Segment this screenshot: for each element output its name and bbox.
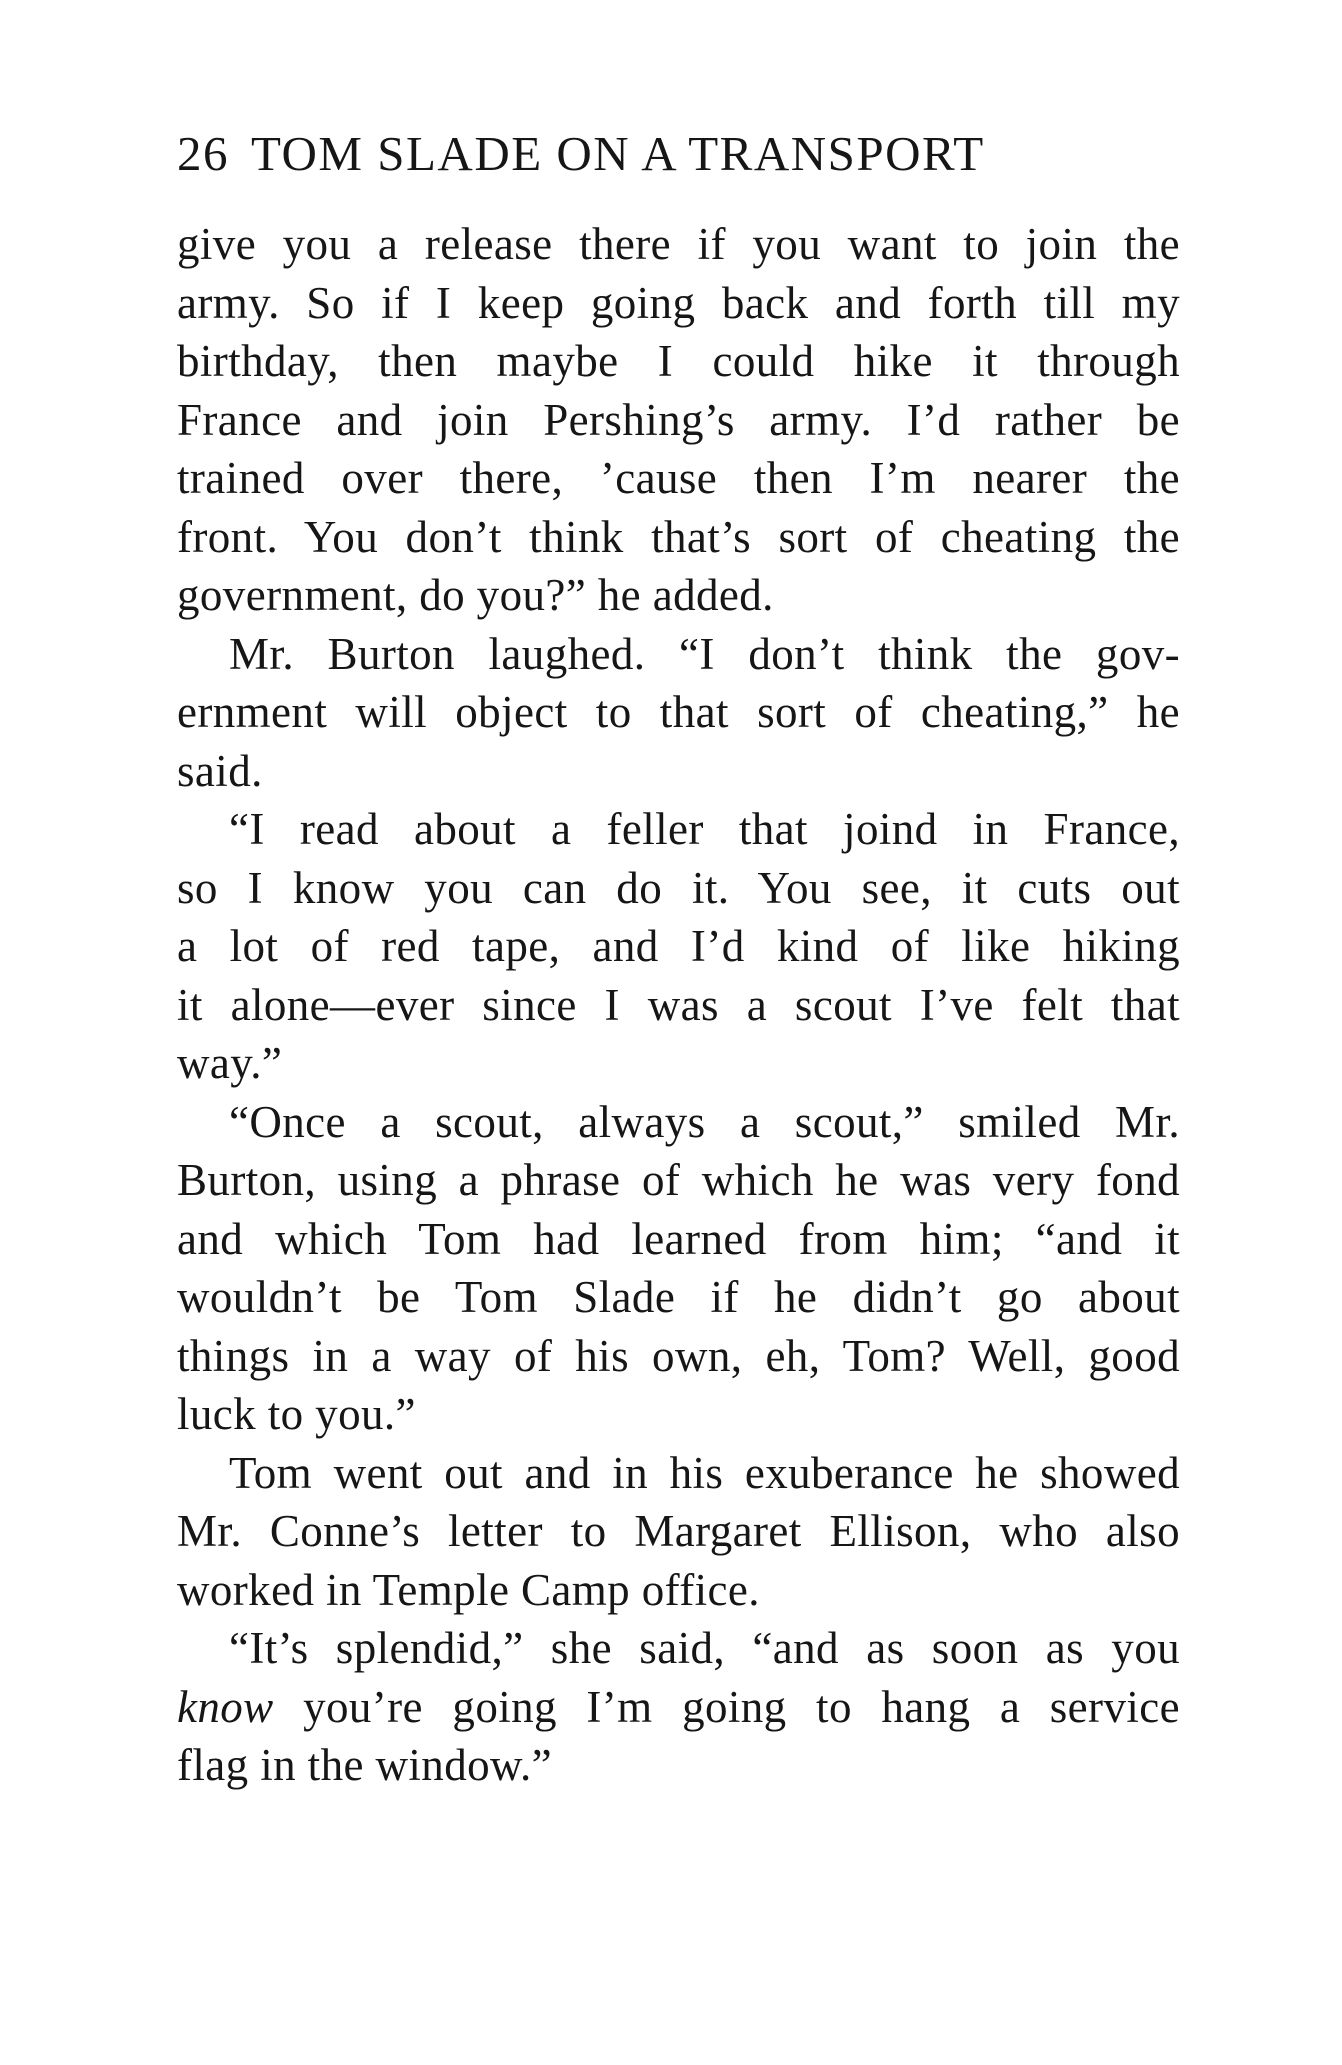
text-line: so I know you can do it. You see, it cuts out <box>177 862 1180 913</box>
text-line: flag in the window.” <box>177 1740 552 1790</box>
text-line: “I read about a feller that joind in France, <box>229 804 1180 854</box>
text-line: Burton, using a phrase of which he was very fond <box>177 1155 1180 1205</box>
text-line: a lot of red tape, and I’d kind of like hiking <box>177 921 1180 971</box>
text-line: trained over there, ’cause then I’m nearer the <box>177 453 1180 503</box>
running-head <box>177 124 1177 184</box>
text-line: luck to you.” <box>177 1389 416 1439</box>
text-line: army. So if I keep going back and forth till my <box>177 277 1180 328</box>
text-line: wouldn’t be Tom Slade if he didn’t go about <box>177 1272 1180 1322</box>
running-title: TOM SLADE ON A TRANSPORT <box>251 126 985 181</box>
text-line: and which Tom had learned from him; “and it <box>177 1213 1180 1264</box>
text-line: worked in Temple Camp office. <box>177 1564 760 1615</box>
text-line: Mr. Burton laughed. “I don’t think the gov- <box>229 628 1180 679</box>
page-number: 26 <box>177 126 229 181</box>
text-line: “Once a scout, always a scout,” smiled Mr. <box>229 1096 1180 1147</box>
text-line: said. <box>177 745 263 796</box>
text-line: birthday, then maybe I could hike it through <box>177 336 1180 386</box>
text-line: Tom went out and in his exuberance he showed <box>229 1447 1180 1498</box>
text-line <box>177 1678 1180 1737</box>
text-line: Mr. Conne’s letter to Margaret Ellison, who also <box>177 1506 1180 1556</box>
text-line: “It’s splendid,” she said, “and as soon as you <box>229 1623 1180 1673</box>
text-line: ernment will object to that sort of cheating,” he <box>177 687 1180 737</box>
body-text <box>177 215 1180 1795</box>
text-line: government, do you?” he added. <box>177 570 774 620</box>
text-line: France and join Pershing’s army. I’d rather be <box>177 394 1180 445</box>
text-line-rest: you’re going I’m going to hang a service <box>273 1681 1180 1732</box>
text-line: front. You don’t think that’s sort of cheating the <box>177 511 1180 562</box>
text-line: things in a way of his own, eh, Tom? Well, good <box>177 1330 1180 1381</box>
text-line: way.” <box>177 1038 283 1088</box>
text-line: it alone—ever since I was a scout I’ve felt that <box>177 979 1180 1030</box>
italic-word: know <box>177 1681 274 1732</box>
text-line: give you a release there if you want to join the <box>177 219 1180 269</box>
